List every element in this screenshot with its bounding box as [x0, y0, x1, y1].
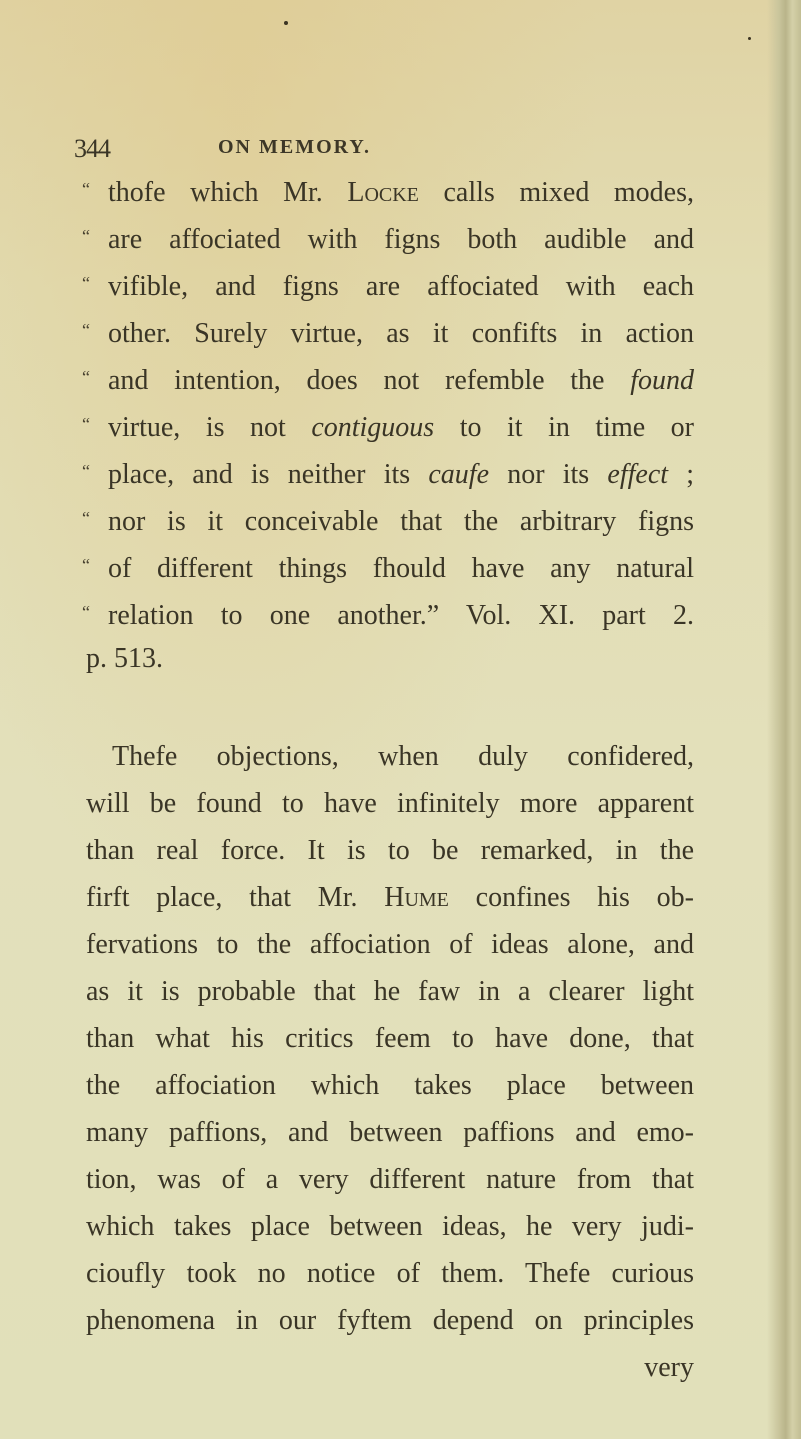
- citation-page: p. 513.: [86, 643, 163, 674]
- text-run: than what his critics feem to have done, that: [86, 1023, 694, 1054]
- text-run: Thefe objections, when duly confidered,: [112, 741, 694, 772]
- text-run: many paffions, and between paffions and emo-: [86, 1117, 694, 1148]
- text-run: of different things fhould have any natural: [108, 553, 694, 584]
- small-caps-name: Hume: [384, 882, 449, 913]
- quoted-line: [82, 266, 694, 304]
- paragraph-line: [86, 975, 694, 1009]
- text-run: cioufly took no notice of them. Thefe curious: [86, 1258, 694, 1289]
- text-run: vifible, and figns are affociated with each: [108, 271, 694, 302]
- text-run: than real force. It is to be remarked, in the: [86, 835, 694, 866]
- open-quote-mark: “: [82, 179, 90, 199]
- quoted-line: [82, 501, 694, 539]
- text-run: as it is probable that he faw in a clearer light: [86, 976, 694, 1007]
- text-run: calls mixed modes,: [418, 177, 694, 208]
- quoted-line: [82, 454, 694, 492]
- page-number: 344: [74, 134, 110, 163]
- italic-text: caufe: [428, 459, 490, 490]
- quoted-line: [82, 172, 694, 210]
- quoted-line: [82, 360, 694, 398]
- paragraph-line: [86, 1022, 694, 1056]
- paragraph-line: [86, 1304, 694, 1338]
- text-run: fervations to the affociation of ideas alone, and: [86, 929, 694, 960]
- quoted-line: [82, 407, 694, 445]
- open-quote-mark: “: [82, 367, 90, 387]
- open-quote-mark: “: [82, 602, 90, 622]
- text-run: and intention, does not refemble the: [108, 365, 631, 396]
- paragraph-line: [86, 1116, 694, 1150]
- text-run: tion, was of a very different nature from that: [86, 1164, 694, 1195]
- text-run: will be found to have infinitely more apparent: [86, 788, 694, 819]
- paragraph-line: [86, 1210, 694, 1244]
- paragraph-line: [86, 834, 694, 868]
- paragraph-line: [86, 787, 694, 821]
- text-run: confines his ob-: [448, 882, 694, 913]
- text-run: firft place, that Mr.: [86, 882, 385, 913]
- text-run: other. Surely virtue, as it confifts in action: [108, 318, 694, 349]
- text-run: relation to one another.” Vol. XI. part 2.: [108, 600, 694, 631]
- open-quote-mark: “: [82, 226, 90, 246]
- ink-speck: [748, 37, 751, 40]
- open-quote-mark: “: [82, 555, 90, 575]
- book-gutter-shadow: [767, 0, 801, 1439]
- text-run: place, and is neither its: [108, 459, 429, 490]
- quoted-line: [82, 219, 694, 257]
- text-run: virtue, is not: [108, 412, 312, 443]
- italic-text: found: [630, 365, 694, 396]
- paragraph-line: [86, 1257, 694, 1291]
- paragraph-line: [112, 740, 694, 774]
- paragraph-line: [86, 1069, 694, 1103]
- open-quote-mark: “: [82, 273, 90, 293]
- open-quote-mark: “: [82, 414, 90, 434]
- text-run: the affociation which takes place between: [86, 1070, 694, 1101]
- page-header: [74, 134, 704, 174]
- text-run: phenomena in our fyftem depend on principles: [86, 1305, 694, 1336]
- quoted-line: [82, 595, 694, 633]
- quoted-line: [82, 313, 694, 351]
- text-run: which takes place between ideas, he very judi-: [86, 1211, 694, 1242]
- paragraph-line: [86, 881, 694, 915]
- italic-text: effect: [607, 459, 669, 490]
- small-caps-name: Locke: [347, 177, 419, 208]
- catchword: very: [644, 1352, 694, 1383]
- open-quote-mark: “: [82, 461, 90, 481]
- open-quote-mark: “: [82, 508, 90, 528]
- paragraph-line: [86, 928, 694, 962]
- running-head: ON MEMORY.: [218, 136, 371, 158]
- paragraph-line: [86, 1163, 694, 1197]
- text-run: thofe which Mr.: [108, 177, 348, 208]
- open-quote-mark: “: [82, 320, 90, 340]
- text-run: ;: [668, 459, 695, 490]
- text-run: nor its: [489, 459, 608, 490]
- ink-speck: [284, 21, 288, 25]
- text-run: are affociated with figns both audible and: [108, 224, 694, 255]
- quoted-line: [82, 548, 694, 586]
- text-run: to it in time or: [434, 412, 694, 443]
- italic-text: contiguous: [311, 412, 435, 443]
- text-run: nor is it conceivable that the arbitrary figns: [108, 506, 694, 537]
